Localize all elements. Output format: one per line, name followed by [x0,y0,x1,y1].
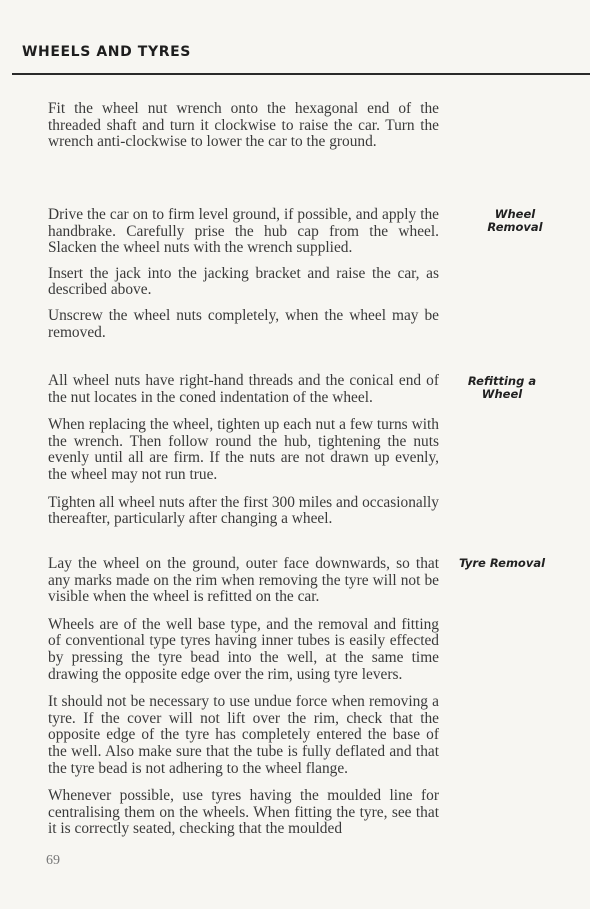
tyre-removal-paragraph-1: Lay the wheel on the ground, outer face downwards, so that any marks made on the rim when removing the tyre will not be visible when the wheel is refitted on the car. [48,555,439,606]
wheel-removal-paragraph-3: Unscrew the wheel nuts completely, when the wheel may be removed. [48,306,439,341]
header-rule [12,73,590,75]
refitting-paragraph-1: All wheel nuts have right-hand threads and the conical end of the nut locates in the coned indentation of the wheel. [48,372,439,406]
refitting-section [48,373,439,528]
wheel-removal-paragraph-2: Insert the jack into the jacking bracket and raise the car, as described above. [48,264,439,299]
page-number: 69 [46,853,60,868]
tyre-removal-paragraph-3: It should not be necessary to use undue force when removing a tyre. If the cover will not lift over the rim, check that the opposite edge of the tyre has completely entered the base of the well. Also make sure that the tube is fully deflated and that the tyre bead is not adhering to the wheel flange. [48,693,439,777]
refitting-paragraph-2: When replacing the wheel, tighten up each nut a few turns with the wrench. Then follow round the hub, tightening the nuts evenly until all are firm. If the nuts are not drawn up evenly, the wheel may not run true. [48,416,439,483]
jacking-section [48,101,439,151]
jacking-paragraph: Fit the wheel nut wrench onto the hexagonal end of the threaded shaft and turn it clockwise to raise the car. Turn the wrench anti-clockwise to lower the car to the ground. [48,100,439,151]
side-heading-wheel-removal: Wheel Removal [487,207,543,234]
refitting-paragraph-3: Tighten all wheel nuts after the first 300 miles and occasionally thereafter, particularly after changing a wheel. [48,493,439,528]
tyre-removal-section [48,556,439,838]
tyre-removal-paragraph-4: Whenever possible, use tyres having the moulded line for centralising them on the wheels. When fitting the tyre, see that it is correctly seated, checking that the moulded [48,787,439,838]
tyre-removal-paragraph-2: Wheels are of the well base type, and the removal and fitting of conventional type tyres having inner tubes is easily effected by pressing the tyre bead into the well, at the same time drawing the opposite edge over the rim, using tyre levers. [48,615,439,683]
side-heading-tyre-removal: Tyre Removal [458,556,546,570]
page-title: WHEELS AND TYRES [22,44,191,60]
wheel-removal-paragraph-1: Drive the car on to firm level ground, if possible, and apply the handbrake. Carefully prise the hub cap from the wheel. Slacken the wheel nuts with the wrench supplied. [48,206,439,257]
wheel-removal-section [48,207,439,341]
side-heading-refitting: Refitting a Wheel [467,374,537,401]
